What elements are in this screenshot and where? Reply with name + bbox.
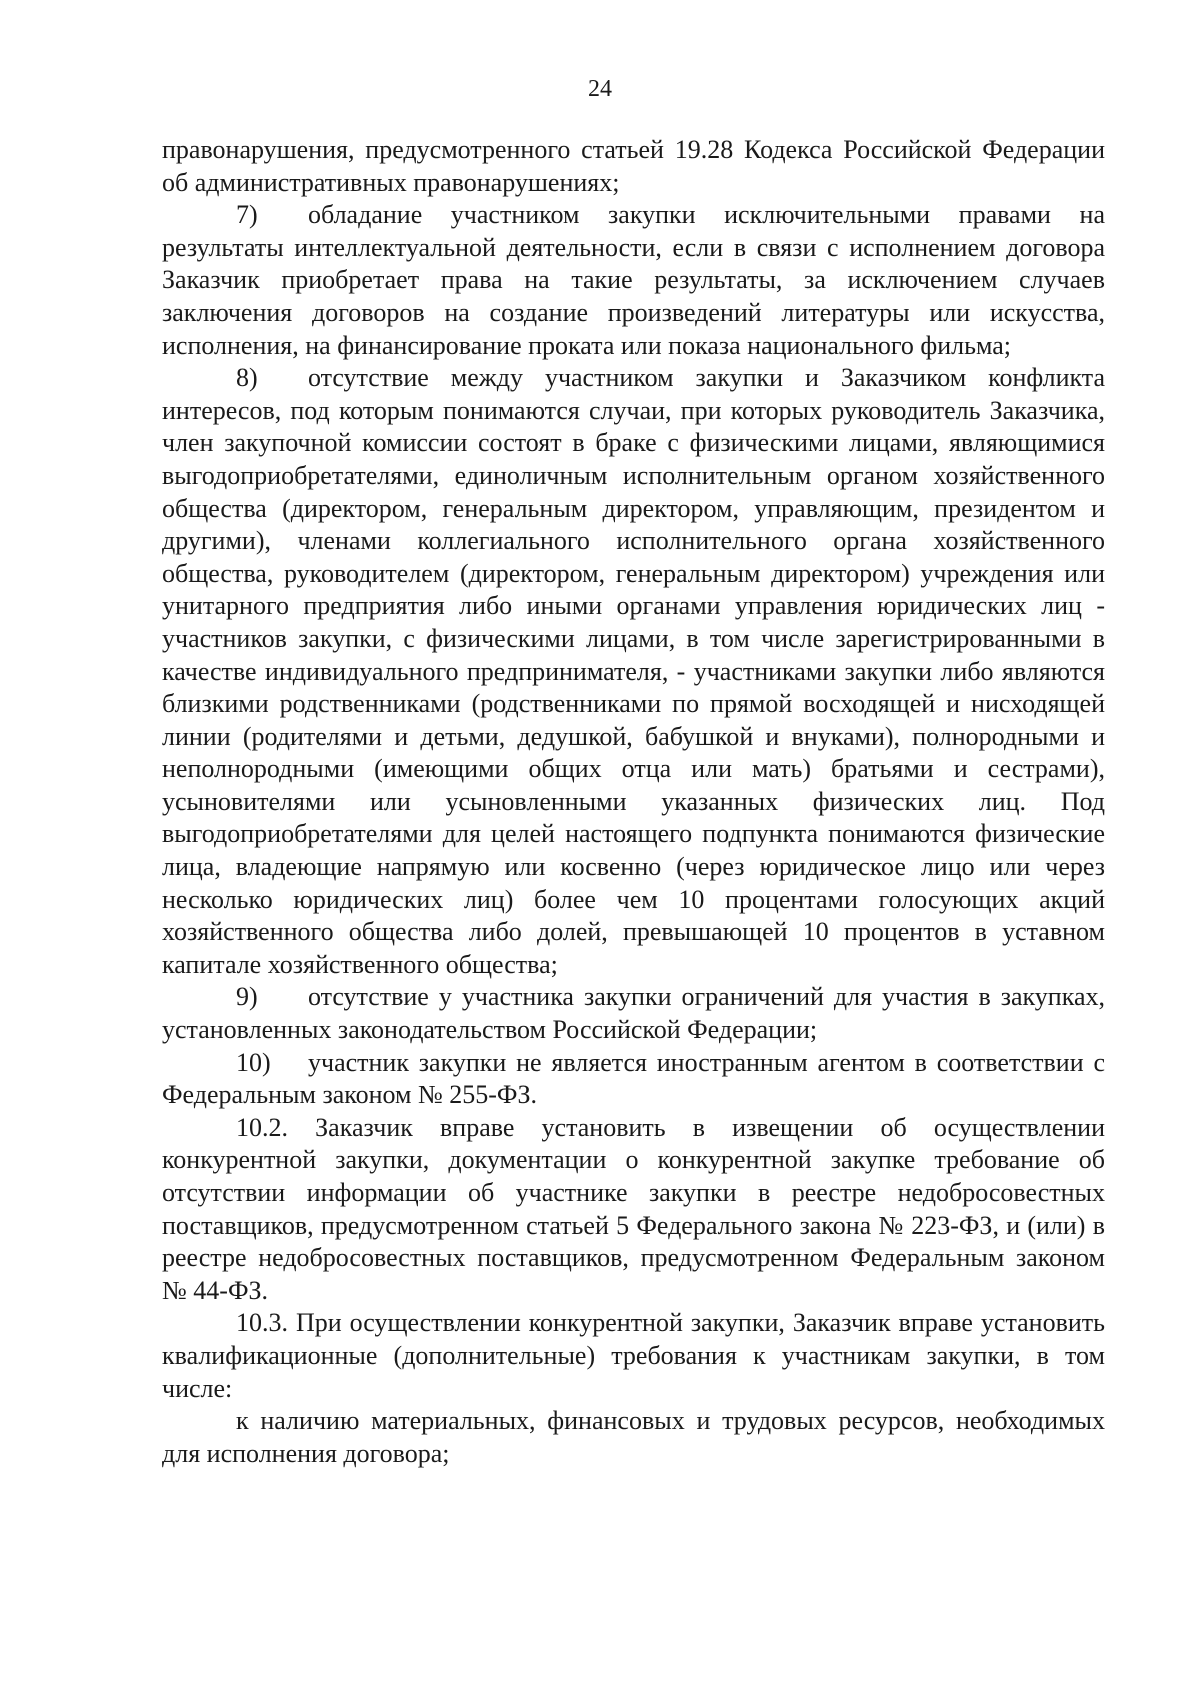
list-item-number: 8): [236, 363, 258, 393]
paragraph-text: 10.3. При осуществлении конкурентной закупки, Заказчик вправе установить квалификационные (дополнительные) требования к участникам закупки, в том числе:: [162, 1308, 1105, 1403]
paragraph-text: к наличию материальных, финансовых и трудовых ресурсов, необходимых для исполнения договора;: [162, 1406, 1105, 1468]
list-item-10: [162, 1047, 1105, 1112]
paragraph-text: отсутствие у участника закупки ограничений для участия в закупках, установленных законодательством Российской Федерации;: [162, 982, 1105, 1045]
list-item-8: [162, 362, 1105, 981]
list-item-number: 10): [236, 1047, 271, 1077]
list-item-number: 9): [236, 982, 258, 1012]
paragraph-continuation: [162, 134, 1105, 199]
list-item-9: [162, 981, 1105, 1046]
list-item-number: 7): [236, 200, 258, 230]
paragraph-text: участник закупки не является иностранным агентом в соответствии с Федеральным законом № 255-ФЗ.: [162, 1047, 1105, 1110]
paragraph-text: правонарушения, предусмотренного статьей 19.28 Кодекса Российской Федерации об административных правонарушениях;: [162, 135, 1105, 197]
paragraph-text: отсутствие между участником закупки и Заказчиком конфликта интересов, под которым понимаются случаи, при которых руководитель Заказчика, член закупочной комиссии состоят в браке с физическими лицами, являющимися выгодоприобретателями, единоличным исполнительным органом хозяйственного общества (директором, генеральным директором, управляющим, президентом и другими), членами коллегиального исполнительного органа хозяйственного общества, руководителем (директором, генеральным директором) учреждения или унитарного предприятия либо иными органами управления юридических лиц - участников закупки, с физическими лицами, в том числе зарегистрированными в качестве индивидуального предпринимателя, - участниками закупки либо являются близкими родственниками (родственниками по прямой восходящей и нисходящей линии (родителями и детьми, дедушкой, бабушкой и внуками), полнородными и неполнородными (имеющими общих отца или мать) братьями и сестрами), усыновителями или усыновленными указанных физических лиц. Под выгодоприобретателями для целей настоящего подпункта понимаются физические лица, владеющие напрямую или косвенно (через юридическое лицо или через несколько юридических лиц) более чем 10 процентами голосующих акций хозяйственного общества либо долей, превышающей 10 процентов в уставном капитале хозяйственного общества;: [162, 363, 1105, 979]
document-body: [162, 134, 1105, 1470]
list-item-7: [162, 199, 1105, 362]
page-number: 24: [588, 76, 612, 102]
section-10-2: [162, 1112, 1105, 1308]
paragraph-text: 10.2. Заказчик вправе установить в извещении об осуществлении конкурентной закупки, документации о конкурентной закупке требование об отсутствии информации об участнике закупки в реестре недобросовестных поставщиков, предусмотренном статьей 5 Федерального закона № 223-ФЗ, и (или) в реестре недобросовестных поставщиков, предусмотренном Федеральным законом № 44-ФЗ.: [162, 1112, 1105, 1305]
requirement-item: [162, 1405, 1105, 1470]
paragraph-text: обладание участником закупки исключительными правами на результаты интеллектуальной деятельности, если в связи с исполнением договора Заказчик приобретает права на такие результаты, за исключением случаев заключения договоров на создание произведений литературы или искусства, исполнения, на финансирование проката или показа национального фильма;: [162, 200, 1105, 360]
section-10-3: [162, 1307, 1105, 1405]
